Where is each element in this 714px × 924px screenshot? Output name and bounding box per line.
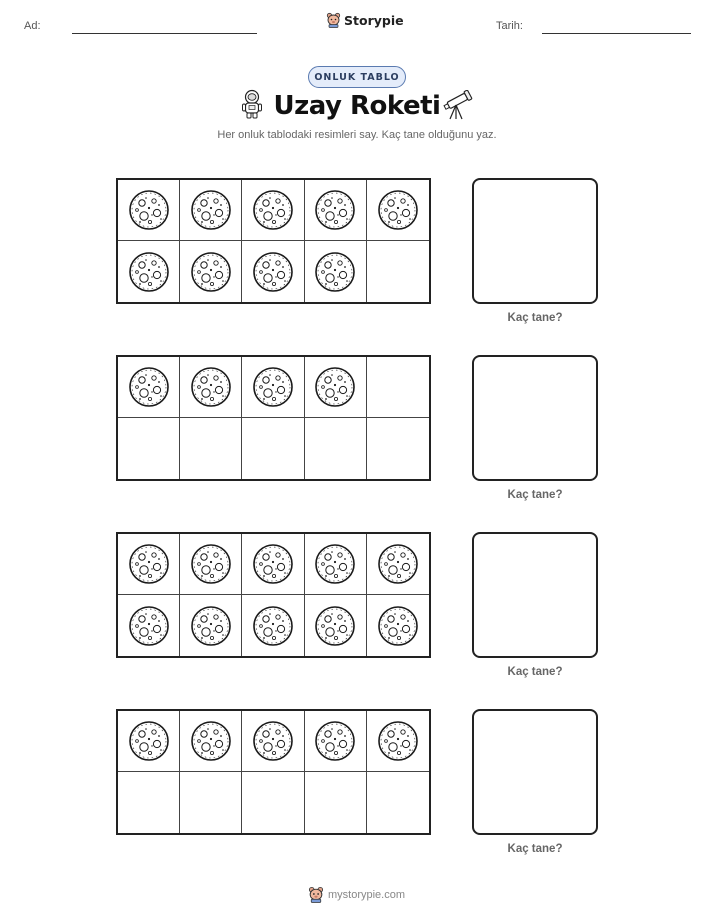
- moon-icon: [377, 605, 419, 647]
- moon-icon: [252, 366, 294, 408]
- moon-icon: [314, 189, 356, 231]
- moon-icon: [252, 189, 294, 231]
- ten-frame-cell: [118, 418, 180, 479]
- ten-frame-cell: [242, 772, 304, 833]
- moon-icon: [190, 543, 232, 585]
- ten-frame-cell: [242, 180, 304, 241]
- moon-icon: [128, 543, 170, 585]
- moon-icon: [128, 605, 170, 647]
- moon-icon: [190, 605, 232, 647]
- moon-icon: [377, 189, 419, 231]
- ten-frame-2: [116, 355, 431, 481]
- ten-frame-cell: [180, 180, 242, 241]
- moon-icon: [190, 366, 232, 408]
- ten-frame-cell: [305, 534, 367, 595]
- ten-frame-cell: [118, 357, 180, 418]
- ten-frame-cell: [367, 241, 429, 302]
- ten-frame-cell: [305, 772, 367, 833]
- ten-frame-cell: [242, 418, 304, 479]
- moon-icon: [314, 366, 356, 408]
- ten-frame-cell: [118, 595, 180, 656]
- ten-frame-cell: [305, 595, 367, 656]
- ten-frame-cell: [180, 418, 242, 479]
- moon-icon: [190, 720, 232, 762]
- category-badge: ONLUK TABLO: [308, 66, 406, 88]
- answer-prompt: Kaç tane?: [507, 312, 563, 324]
- ten-frame-1: [116, 178, 431, 304]
- answer-box-4[interactable]: [472, 709, 598, 835]
- ten-frame-cell: [305, 357, 367, 418]
- moon-icon: [377, 720, 419, 762]
- ten-frame-4: [116, 709, 431, 835]
- moon-icon: [314, 251, 356, 293]
- date-label: Tarih:: [496, 20, 523, 32]
- ten-frame-cell: [367, 772, 429, 833]
- ten-frame-cell: [180, 711, 242, 772]
- ten-frame-cell: [242, 711, 304, 772]
- ten-frame-cell: [367, 595, 429, 656]
- ten-frame-cell: [242, 241, 304, 302]
- moon-icon: [314, 720, 356, 762]
- ten-frame-cell: [180, 595, 242, 656]
- ten-frame-cell: [242, 357, 304, 418]
- footer: [308, 886, 405, 903]
- moon-icon: [128, 720, 170, 762]
- footer-url: mystorypie.com: [328, 888, 406, 901]
- ten-frame-cell: [118, 180, 180, 241]
- moon-icon: [128, 189, 170, 231]
- moon-icon: [128, 251, 170, 293]
- ten-frame-cell: [305, 711, 367, 772]
- moon-icon: [190, 251, 232, 293]
- name-line[interactable]: [72, 33, 257, 34]
- ten-frame-cell: [305, 418, 367, 479]
- answer-prompt: Kaç tane?: [507, 666, 563, 678]
- moon-icon: [314, 543, 356, 585]
- ten-frame-cell: [367, 418, 429, 479]
- ten-frame-cell: [118, 711, 180, 772]
- ten-frame-3: [116, 532, 431, 658]
- moon-icon: [252, 251, 294, 293]
- mascot-icon: [308, 886, 324, 903]
- ten-frame-cell: [118, 241, 180, 302]
- ten-frame-cell: [180, 241, 242, 302]
- answer-prompt: Kaç tane?: [507, 843, 563, 855]
- moon-icon: [190, 189, 232, 231]
- telescope-icon: [442, 90, 474, 120]
- instructions: Her onluk tablodaki resimleri say. Kaç tane olduğunu yaz.: [217, 129, 497, 141]
- ten-frame-cell: [180, 772, 242, 833]
- ten-frame-cell: [367, 357, 429, 418]
- answer-box-2[interactable]: [472, 355, 598, 481]
- brand-logo: [326, 12, 404, 28]
- answer-prompt: Kaç tane?: [507, 489, 563, 501]
- moon-icon: [252, 720, 294, 762]
- page-title: Uzay Roketi: [273, 91, 441, 121]
- moon-icon: [252, 605, 294, 647]
- ten-frame-cell: [367, 711, 429, 772]
- date-line[interactable]: [542, 33, 691, 34]
- moon-icon: [377, 543, 419, 585]
- ten-frame-cell: [180, 357, 242, 418]
- moon-icon: [252, 543, 294, 585]
- ten-frame-cell: [118, 772, 180, 833]
- moon-icon: [128, 366, 170, 408]
- moon-icon: [314, 605, 356, 647]
- mascot-icon: [326, 12, 341, 28]
- ten-frame-cell: [305, 241, 367, 302]
- ten-frame-cell: [118, 534, 180, 595]
- ten-frame-cell: [242, 595, 304, 656]
- ten-frame-cell: [242, 534, 304, 595]
- ten-frame-cell: [367, 534, 429, 595]
- ten-frame-cell: [367, 180, 429, 241]
- answer-box-3[interactable]: [472, 532, 598, 658]
- name-label: Ad:: [24, 20, 41, 32]
- brand-name: Storypie: [344, 12, 404, 28]
- answer-box-1[interactable]: [472, 178, 598, 304]
- ten-frame-cell: [305, 180, 367, 241]
- ten-frame-cell: [180, 534, 242, 595]
